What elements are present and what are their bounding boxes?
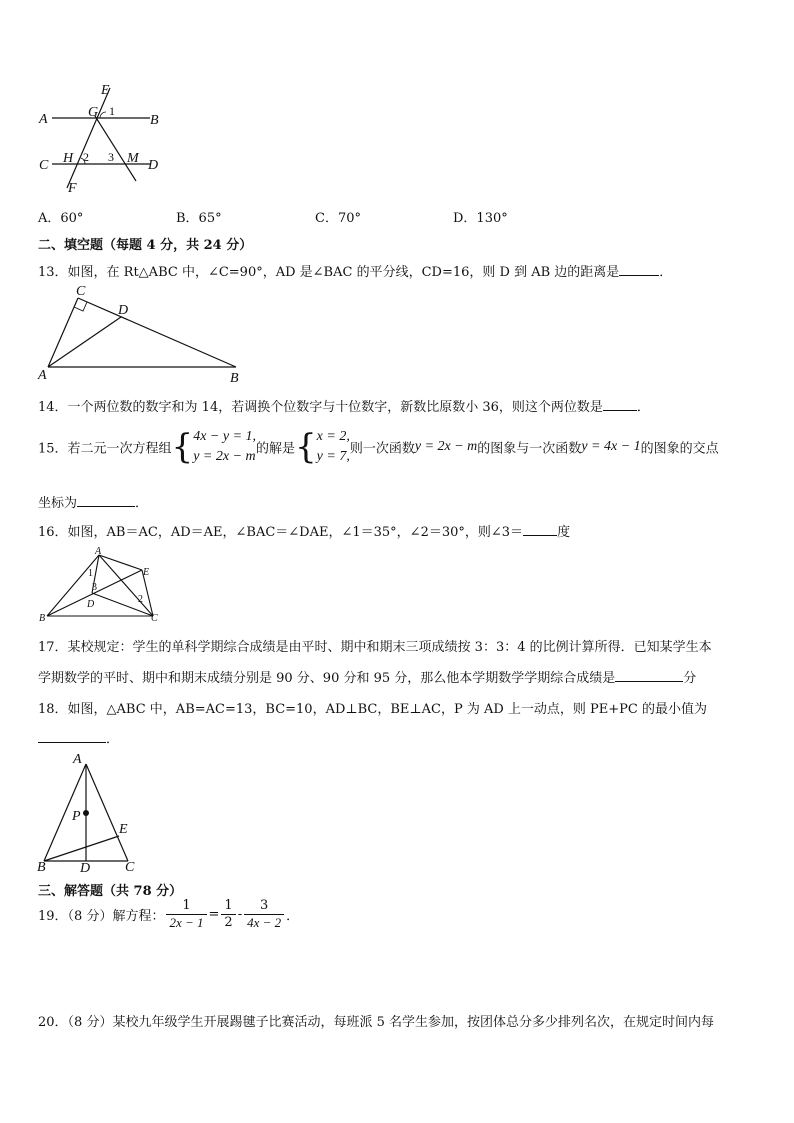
q19-f1-denominator: 2x − 1 [169, 915, 204, 930]
label-B: B [37, 860, 46, 875]
label-P: P [72, 809, 81, 824]
q17-tail: 分 [683, 671, 697, 686]
q15-mid: 的解是 [256, 441, 296, 457]
section2-title: 二、填空题（每题 4 分，共 24 分） [38, 238, 253, 253]
label-B: B [39, 613, 46, 624]
q15-line2: 坐标为 [38, 496, 78, 511]
q19-fraction-3 [244, 898, 284, 931]
q16-answer-blank[interactable] [523, 522, 557, 536]
question-13 [38, 261, 672, 280]
q19-prefix: 19．（8 分）解方程： [38, 909, 165, 924]
q15-func2: y = 4x − 1 [581, 439, 641, 454]
label-1: 1 [88, 568, 93, 579]
q13-figure [36, 283, 246, 383]
label-B: B [150, 113, 159, 128]
label-E: E [119, 822, 128, 837]
label-A: A [73, 752, 82, 767]
label-F: F [68, 181, 77, 195]
label-G: G [88, 105, 99, 120]
q17-answer-blank[interactable] [615, 668, 683, 682]
q13-text: 13．如图，在 Rt△ABC 中，∠C=90°，AD 是∠BAC 的平分线，CD=16，则 D 到 AB 边的距离是 [38, 265, 620, 280]
q14-text: 14．一个两位数的数字和为 14，若调换个位数字与十位数字，新数比原数小 36，则这个两位数是 [38, 400, 603, 415]
question-15-line2 [38, 492, 148, 511]
q15-text2: 则一次函数 [349, 441, 415, 457]
q19-f1-numerator: 1 [166, 898, 206, 915]
label-H: H [63, 151, 74, 166]
q19-f2-denominator: 2 [224, 915, 233, 930]
label-A: A [95, 546, 102, 557]
label-D: D [118, 303, 129, 318]
q15-text3: 的图象与一次函数 [477, 441, 582, 457]
q12-figure [30, 80, 180, 195]
label-2: 2 [83, 150, 89, 164]
label-A: A [38, 368, 47, 383]
label-D: D [87, 599, 95, 610]
label-A: A [39, 112, 48, 127]
label-D: D [80, 861, 91, 875]
q18-figure [34, 750, 144, 875]
q14-tail: ． [636, 400, 650, 415]
q19-f2-numerator: 1 [221, 898, 235, 915]
q15-solution [317, 427, 350, 467]
q15-system [193, 427, 256, 467]
label-E: E [101, 83, 110, 98]
section3-title: 三、解答题（共 78 分） [38, 884, 183, 899]
q15-brace-1: { [171, 427, 194, 467]
q18-text: 18．如图，△ABC 中，AB=AC=13，BC=10，AD⊥BC，BE⊥AC，P 为 AD 上一动点，则 PE+PC 的最小值为 [38, 702, 708, 717]
label-C: C [125, 860, 135, 875]
q14-answer-blank[interactable] [603, 397, 637, 411]
q15-brace-2: { [295, 427, 317, 467]
q17-line2: 学期数学的平时、期中和期末成绩分别是 90 分、90 分和 95 分，那么他本学期数学学期综合成绩是 [38, 671, 616, 686]
q15-tail: ． [135, 496, 149, 511]
label-E: E [143, 567, 150, 578]
label-3: 3 [92, 582, 97, 593]
question-20: 20．（8 分）某校九年级学生开展踢毽子比赛活动，每班派 5 名学生参加，按团体总分多少排列名次，在规定时间内每 [38, 1015, 714, 1030]
q15-prefix: 15．若二元一次方程组 [38, 441, 172, 457]
q15-eq1: 4x − y = 1, [193, 429, 257, 444]
q19-tail: ． [286, 909, 300, 924]
q19-fraction-1 [166, 898, 206, 931]
label-C: C [151, 613, 158, 624]
question-14 [38, 396, 650, 415]
label-C: C [76, 284, 86, 299]
q18-answer-blank[interactable] [38, 729, 106, 743]
q16-text: 16．如图，AB＝AC，AD＝AE，∠BAC＝∠DAE，∠1＝35°，∠2＝30°，则∠3＝ [38, 525, 524, 540]
label-D: D [148, 158, 159, 173]
question-16 [38, 521, 570, 540]
label-M: M [127, 151, 139, 166]
option-c: C．70° [315, 211, 361, 226]
q13-tail: ． [659, 265, 673, 280]
option-a: A．60° [38, 211, 84, 226]
q19-minus: - [237, 907, 243, 922]
q16-tail: 度 [557, 525, 571, 540]
label-2: 2 [138, 594, 143, 605]
q15-answer-blank[interactable] [77, 493, 135, 507]
question-17-line2 [38, 667, 696, 686]
label-C: C [39, 158, 49, 173]
q16-figure [36, 545, 166, 625]
question-18 [38, 698, 707, 717]
q19-equals: = [208, 907, 220, 922]
q15-eq2: y = 2x − m [193, 449, 256, 464]
q15-sol2: y = 7, [316, 449, 350, 464]
option-d: D．130° [453, 211, 508, 226]
q15-sol1: x = 2, [316, 429, 350, 444]
question-17-line1: 17．某校规定：学生的单科学期综合成绩是由平时、期中和期末三项成绩按 3：3：4 的比例计算所得．已知某学生本 [38, 640, 712, 655]
question-15 [38, 427, 719, 471]
q19-f3-numerator: 3 [244, 898, 284, 915]
option-b: B．65° [176, 211, 222, 226]
label-B: B [230, 371, 239, 383]
q13-answer-blank[interactable] [619, 262, 659, 276]
q19-f3-denominator: 4x − 2 [247, 915, 282, 930]
question-19 [38, 898, 299, 942]
label-3: 3 [108, 150, 114, 164]
q15-func1: y = 2x − m [414, 439, 478, 454]
q15-text4: 的图象的交点 [640, 441, 719, 457]
q18-tail: ． [106, 732, 120, 747]
label-1: 1 [109, 104, 115, 118]
q19-fraction-2 [221, 898, 235, 931]
question-18-line2 [38, 728, 119, 747]
